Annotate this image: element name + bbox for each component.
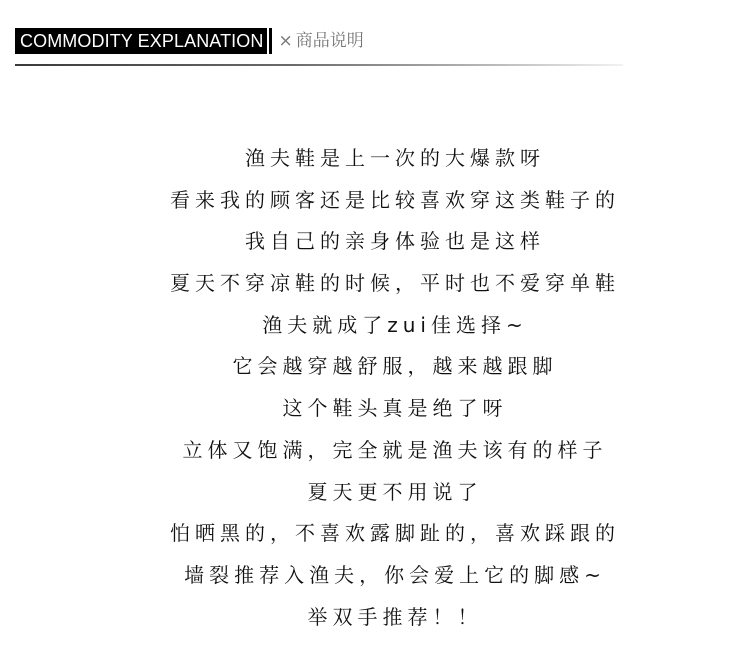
description-line: 立体又饱满，完全就是渔夫该有的样子 [182,437,608,462]
description-line: 看来我的顾客还是比较喜欢穿这类鞋子的 [170,187,620,212]
description-line: 它会越穿越舒服，越来越跟脚 [232,354,558,379]
description-line: 渔夫鞋是上一次的大爆款呀 [245,146,545,170]
description-line: 夏天更不用说了 [307,479,483,504]
description-line: 这个鞋头真是绝了呀 [282,396,508,421]
header-title-chinese: 商品说明 [295,31,364,51]
description-line: 渔夫就成了zui佳选择~ [262,312,528,337]
section-header [15,28,364,54]
header-separator: × [278,31,293,51]
description-text [0,138,750,638]
header-title-english: COMMODITY EXPLANATION [15,28,267,54]
description-line: 举双手推荐！！ [307,604,483,629]
description-line: 怕晒黑的，不喜欢露脚趾的，喜欢踩跟的 [170,521,620,546]
header-divider-bar [269,28,272,54]
description-line: 我自己的亲身体验也是这样 [245,229,545,254]
description-line: 墙裂推荐入渔夫，你会爱上它的脚感~ [184,562,606,587]
header-underline [15,64,623,66]
description-line: 夏天不穿凉鞋的时候，平时也不爱穿单鞋 [170,271,620,296]
